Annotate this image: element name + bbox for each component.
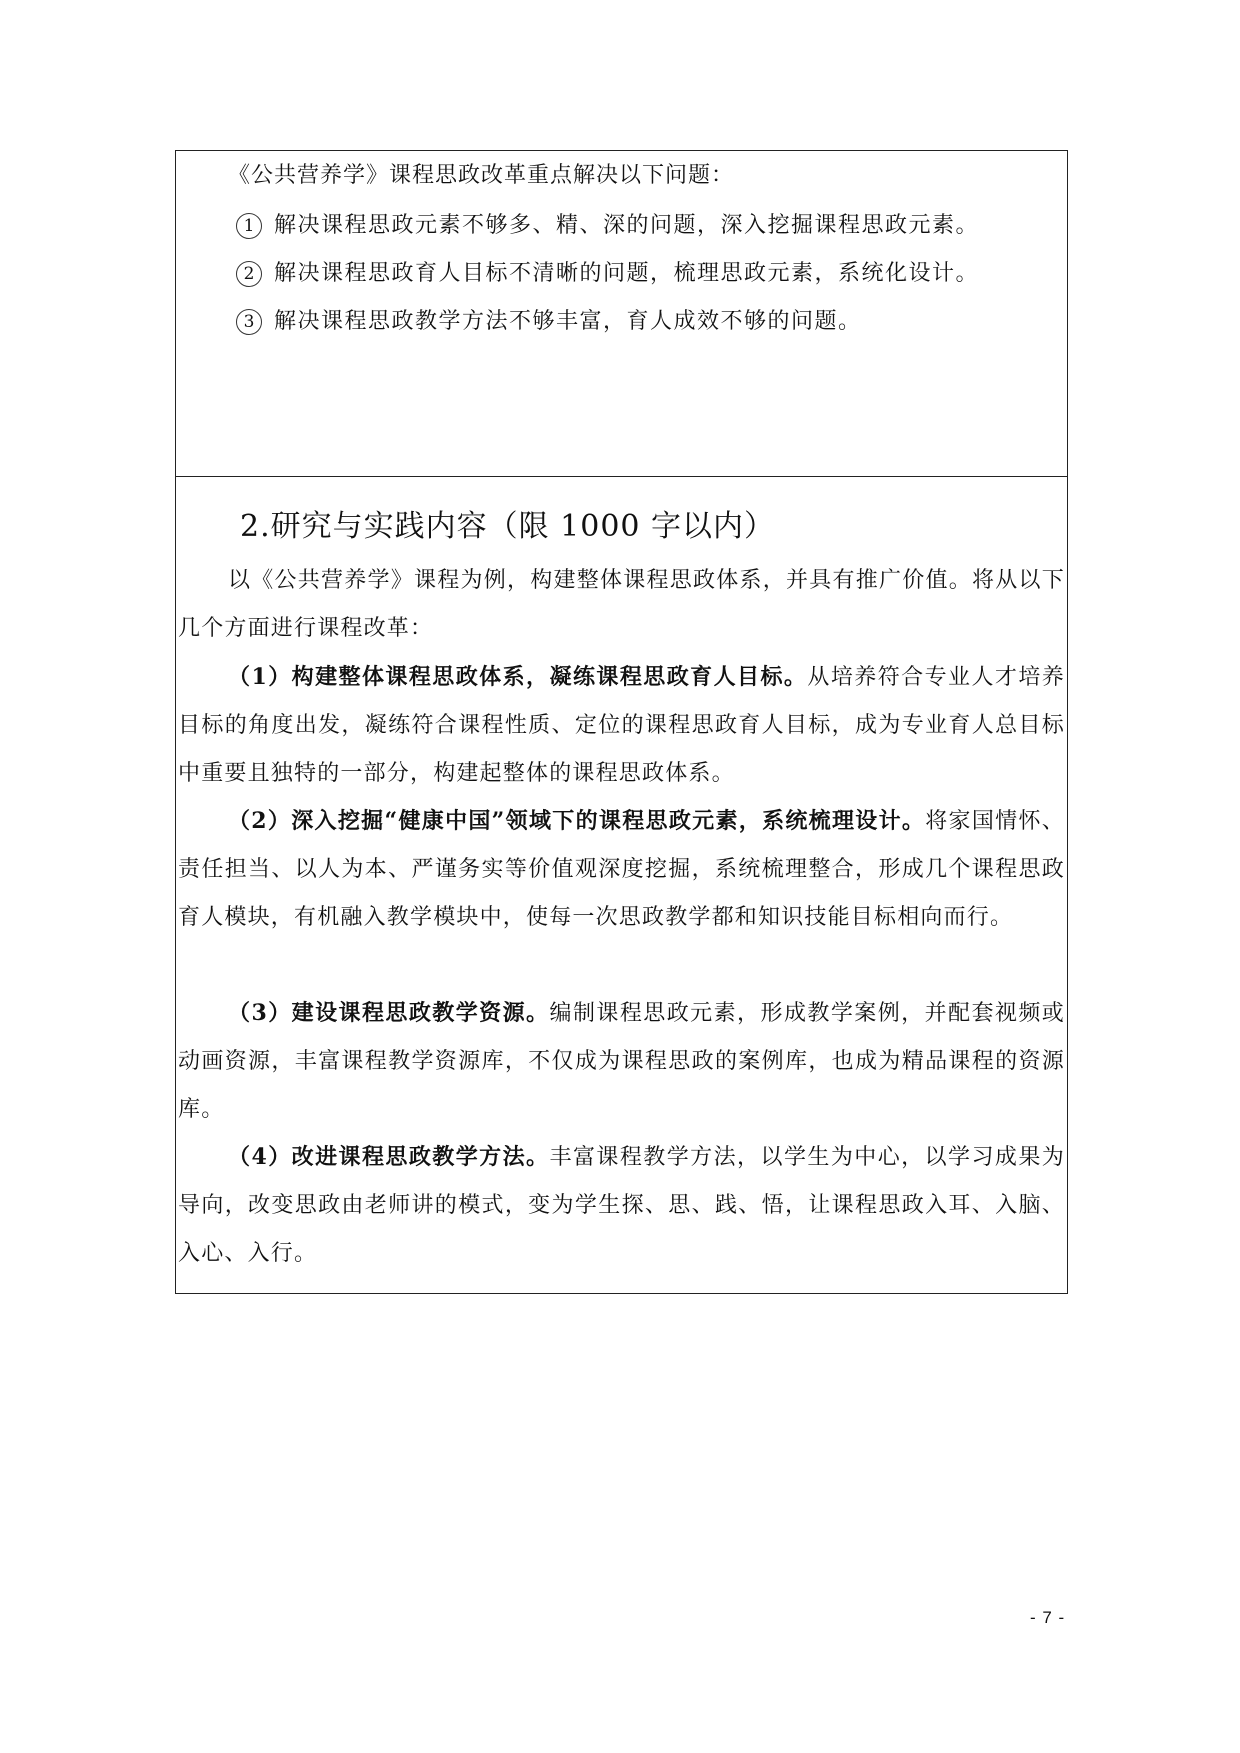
content-table [175, 150, 1068, 1294]
circled-number: 2 [236, 261, 262, 287]
problem-item [236, 259, 979, 289]
circled-number: 3 [236, 309, 262, 335]
problem-text: 解决课程思政育人目标不清晰的问题，梳理思政元素，系统化设计。 [274, 261, 980, 286]
point-body: 将家国情怀、责任担当、以人为本、严谨务实等价值观深度挖掘，系统梳理整合，形成几个课程思政育人模块，有机融入教学模块中，使每一次思政教学都和知识技能目标相向而行。 [178, 809, 1066, 930]
point-title: （3）建设课程思政教学资源。 [228, 1000, 550, 1026]
problems-cell [176, 151, 1067, 477]
research-cell [176, 477, 1067, 1293]
point-paragraph [176, 1133, 1067, 1278]
point-body: 丰富课程教学方法，以学生为中心，以学习成果为导向，改变思政由老师讲的模式，变为学生探、思、践、悟，让课程思政入耳、入脑、入心、入行。 [178, 1145, 1066, 1266]
problem-text: 解决课程思政元素不够多、精、深的问题，深入挖掘课程思政元素。 [274, 213, 980, 238]
section-intro: 以《公共营养学》课程为例，构建整体课程思政体系，并具有推广价值。将从以下几个方面进行课程改革： [178, 568, 1065, 641]
problem-item [236, 211, 979, 241]
point-paragraph [176, 989, 1067, 1134]
point-paragraph [176, 653, 1067, 798]
problem-item [236, 307, 862, 337]
page-number: - 7 - [1030, 1608, 1066, 1627]
point-title: （4）改进课程思政教学方法。 [228, 1144, 550, 1170]
point-body: 编制课程思政元素，形成教学案例，并配套视频或动画资源，丰富课程教学资源库，不仅成为课程思政的案例库，也成为精品课程的资源库。 [178, 1001, 1066, 1122]
point-body: 从培养符合专业人才培养目标的角度出发，凝练符合课程性质、定位的课程思政育人目标，成为专业育人总目标中重要且独特的一部分，构建起整体的课程思政体系。 [178, 665, 1066, 786]
section-heading: 2.研究与实践内容（限 1000 字以内） [240, 509, 776, 544]
point-title: （1）构建整体课程思政体系，凝练课程思政育人目标。 [228, 664, 808, 690]
point-title: （2）深入挖掘“健康中国”领域下的课程思政元素，系统梳理设计。 [228, 808, 926, 834]
point-paragraph [176, 797, 1067, 942]
circled-number: 1 [236, 213, 262, 239]
problems-intro: 《公共营养学》课程思政改革重点解决以下问题： [228, 163, 735, 188]
problem-text: 解决课程思政教学方法不够丰富，育人成效不够的问题。 [274, 309, 862, 334]
